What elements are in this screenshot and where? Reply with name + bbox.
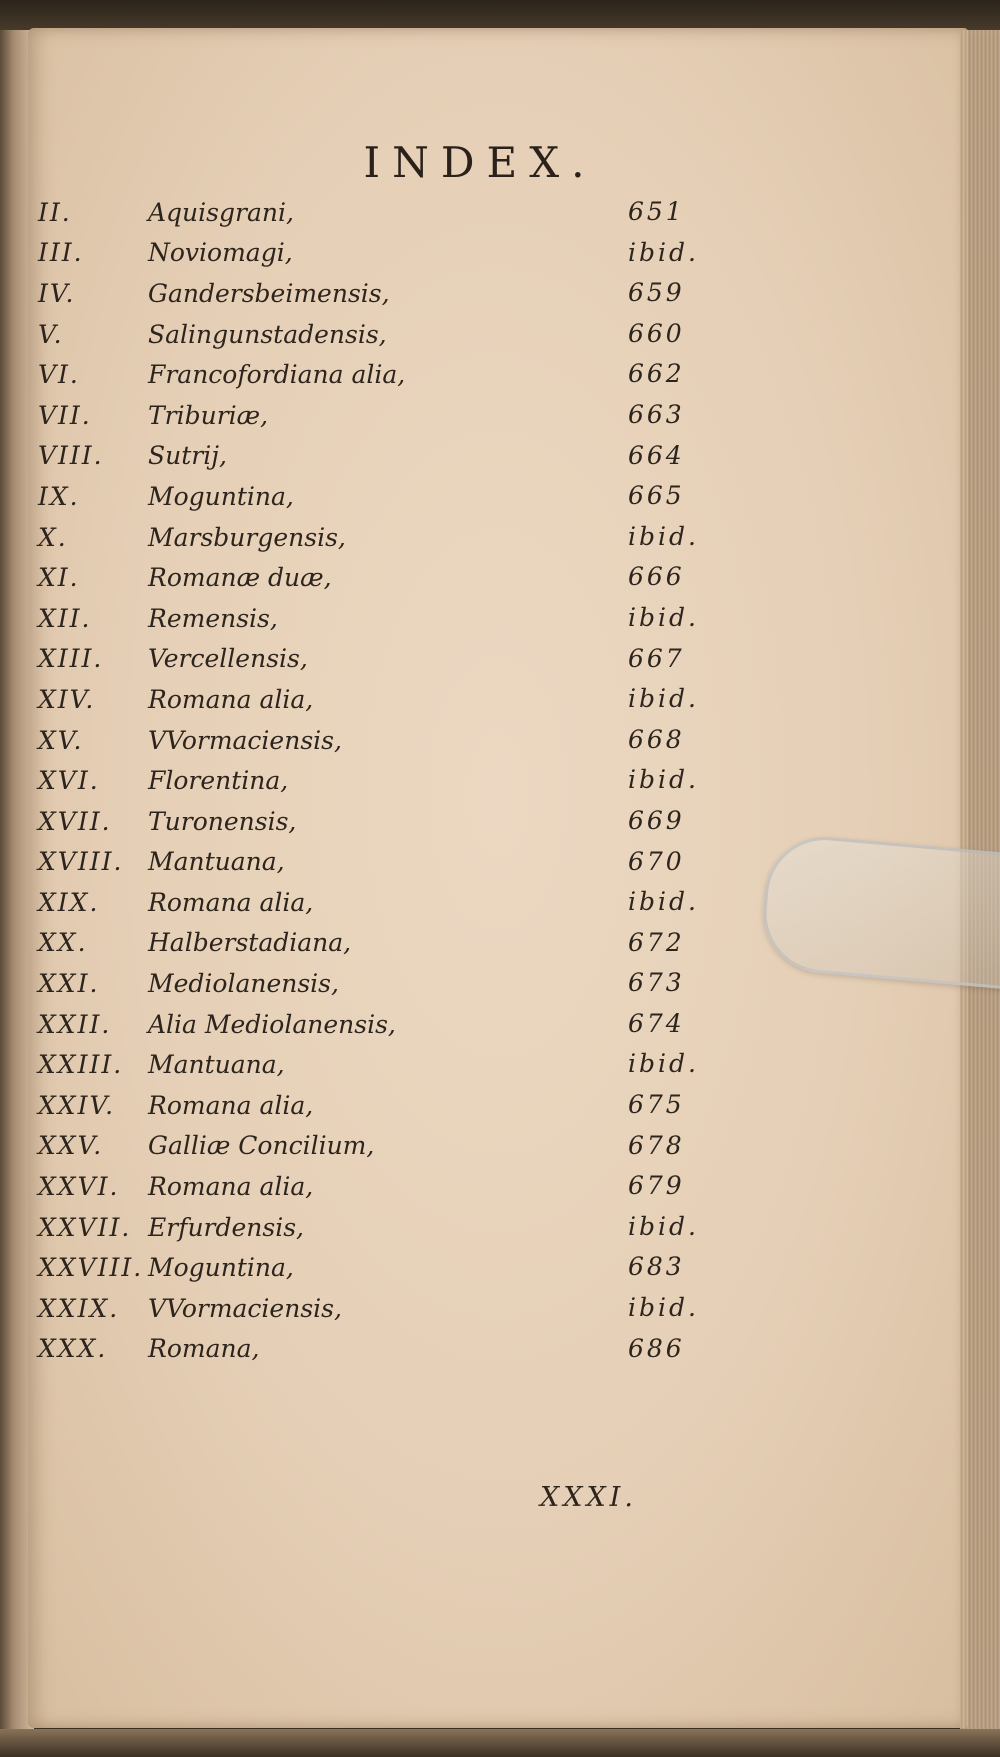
entry-name: Halberstadiana, (148, 928, 352, 958)
entry-name: Romana alia, (148, 887, 314, 917)
index-entry (38, 963, 728, 1004)
entry-name: Mediolanensis, (148, 969, 339, 999)
index-entry (38, 1004, 728, 1045)
entry-numeral: VII. (38, 400, 92, 430)
index-entry (38, 395, 728, 436)
index-entry (38, 1126, 728, 1167)
entry-name: VVormaciensis, (148, 725, 342, 755)
index-entry (38, 192, 728, 233)
catchword: XXXI. (540, 1482, 637, 1513)
entry-numeral: XVII. (38, 806, 112, 836)
entry-numeral: XIII. (38, 644, 104, 674)
index-list (38, 192, 728, 1369)
entry-page-number: ibid. (628, 1049, 699, 1079)
entry-numeral: XXVI. (38, 1172, 120, 1202)
index-entry (38, 557, 728, 598)
entry-name: Vercellensis, (148, 644, 308, 674)
entry-name: Florentina, (148, 766, 289, 796)
entry-numeral: III. (38, 238, 84, 268)
entry-page-number: 675 (628, 1090, 685, 1120)
entry-numeral: XIV. (38, 684, 96, 714)
index-entry (38, 882, 728, 923)
entry-numeral: XXVII. (38, 1212, 132, 1242)
index-entry (38, 517, 728, 558)
entry-numeral: II. (38, 197, 72, 227)
entry-numeral: XVI. (38, 766, 100, 796)
entry-numeral: VI. (38, 360, 80, 390)
entry-name: VVormaciensis, (148, 1293, 342, 1323)
entry-name: Turonensis, (148, 806, 297, 836)
entry-page-number: 683 (628, 1252, 685, 1282)
entry-name: Triburiæ, (148, 400, 269, 430)
entry-name: Alia Mediolanensis, (148, 1009, 396, 1039)
entry-name: Salingunstadensis, (148, 319, 387, 349)
entry-name: Romana, (148, 1334, 260, 1364)
index-entry (38, 476, 728, 517)
entry-name: Noviomagi, (148, 238, 293, 268)
index-entry (38, 842, 728, 883)
index-entry (38, 273, 728, 314)
entry-page-number: 678 (628, 1130, 685, 1160)
entry-name: Moguntina, (148, 1253, 294, 1283)
index-entry (38, 233, 728, 274)
entry-numeral: XXVIII. (38, 1253, 144, 1283)
entry-numeral: XIX. (38, 887, 100, 917)
entry-numeral: XXIX. (38, 1293, 120, 1323)
entry-name: Erfurdensis, (148, 1212, 305, 1242)
index-entry (38, 1329, 728, 1370)
entry-numeral: X. (38, 522, 68, 552)
index-entry (38, 801, 728, 842)
entry-name: Aquisgrani, (148, 197, 294, 227)
entry-page-number: 666 (628, 562, 685, 592)
entry-page-number: 670 (628, 846, 685, 876)
entry-numeral: IV. (38, 278, 76, 308)
entry-page-number: ibid. (628, 684, 699, 714)
entry-page-number: 673 (628, 968, 685, 998)
entry-page-number: 672 (628, 927, 685, 957)
page-title: INDEX. (363, 138, 597, 187)
entry-page-number: 664 (628, 440, 685, 470)
index-entry (38, 1085, 728, 1126)
entry-page-number: 659 (628, 278, 685, 308)
index-entry (38, 598, 728, 639)
index-entry (38, 1207, 728, 1248)
entry-name: Moguntina, (148, 481, 294, 511)
entry-name: Romanæ duæ, (148, 563, 332, 593)
entry-page-number: 669 (628, 805, 685, 835)
entry-numeral: V. (38, 319, 64, 349)
index-entry (38, 923, 728, 964)
entry-name: Mantuana, (148, 847, 285, 877)
entry-numeral: XXII. (38, 1009, 112, 1039)
entry-name: Mantuana, (148, 1050, 285, 1080)
entry-numeral: IX. (38, 481, 80, 511)
entry-name: Marsburgensis, (148, 522, 346, 552)
index-entry (38, 1247, 728, 1288)
entry-name: Galliæ Concilium, (148, 1131, 375, 1161)
entry-page-number: 651 (628, 197, 685, 226)
entry-name: Sutrij, (148, 441, 227, 471)
entry-numeral: XVIII. (38, 847, 124, 877)
index-entry (38, 436, 728, 477)
entry-page-number: ibid. (628, 765, 699, 795)
entry-page-number: 679 (628, 1171, 685, 1201)
entry-page-number: ibid. (628, 1211, 699, 1241)
entry-page-number: 665 (628, 481, 685, 511)
entry-numeral: VIII. (38, 441, 104, 471)
entry-numeral: XXI. (38, 969, 100, 999)
entry-numeral: XXX. (38, 1334, 108, 1364)
bookmark-tab[interactable] (759, 832, 1000, 990)
entry-page-number: 667 (628, 643, 685, 673)
facing-page-bleed (6, 190, 34, 1430)
entry-numeral: XXIII. (38, 1050, 124, 1080)
entry-numeral: XXV. (38, 1131, 104, 1161)
entry-name: Remensis, (148, 603, 278, 633)
entry-page-number: 663 (628, 399, 685, 429)
entry-page-number: 660 (628, 318, 685, 348)
entry-numeral: XXIV. (38, 1090, 116, 1120)
index-entry (38, 639, 728, 680)
book-bottom-edge (0, 1729, 1000, 1757)
entry-name: Francofordiana alia, (148, 360, 406, 390)
entry-page-number: ibid. (628, 887, 699, 917)
entry-name: Gandersbeimensis, (148, 278, 390, 308)
entry-page-number: 686 (628, 1333, 685, 1363)
index-entry (38, 760, 728, 801)
index-entry (38, 679, 728, 720)
index-entry (38, 1044, 728, 1085)
entry-name: Romana alia, (148, 1172, 314, 1202)
index-entry (38, 314, 728, 355)
entry-page-number: ibid. (628, 237, 699, 267)
entry-page-number: 662 (628, 359, 685, 389)
entry-page-number: ibid. (628, 521, 699, 551)
entry-page-number: 668 (628, 724, 685, 754)
entry-name: Romana alia, (148, 1090, 314, 1120)
entry-numeral: XV. (38, 725, 84, 755)
entry-page-number: 674 (628, 1008, 685, 1038)
entry-numeral: XII. (38, 603, 92, 633)
entry-name: Romana alia, (148, 684, 314, 714)
entry-numeral: XI. (38, 563, 80, 593)
index-entry (38, 1166, 728, 1207)
entry-page-number: ibid. (628, 1293, 699, 1323)
entry-numeral: XX. (38, 928, 88, 958)
index-entry (38, 354, 728, 395)
index-entry (38, 720, 728, 761)
index-entry (38, 1288, 728, 1329)
entry-page-number: ibid. (628, 602, 699, 632)
